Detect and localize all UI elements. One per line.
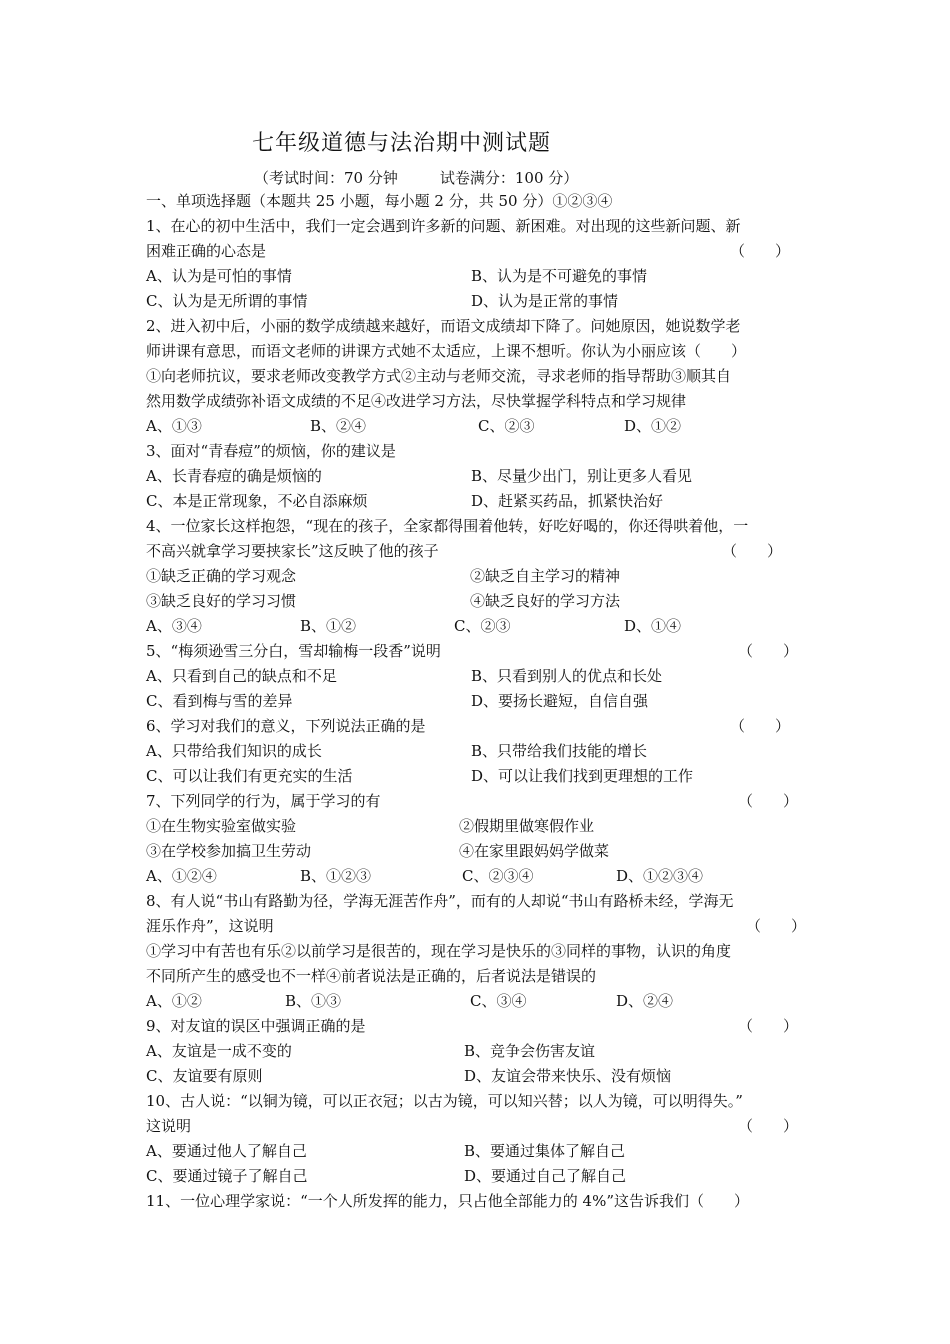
question-5-option-b: B、只看到别人的优点和长处 <box>471 667 663 685</box>
question-9-option-a: A、友谊是一成不变的 <box>146 1042 292 1060</box>
answer-bracket: （ ） <box>722 542 783 560</box>
question-6-option-b: B、只带给我们技能的增长 <box>471 742 648 760</box>
question-5-option-d: D、要扬长避短，自信自强 <box>471 692 649 710</box>
question-7-option-c: C、②③④ <box>462 867 534 885</box>
question-10-line-2: 这说明 <box>146 1117 192 1135</box>
question-10-option-d: D、要通过自己了解自己 <box>464 1167 627 1185</box>
question-8-line-3: ①学习中有苦也有乐②以前学习是很苦的，现在学习是快乐的③同样的事物，认识的角度 <box>146 942 732 960</box>
question-11-line-1: 11、一位心理学家说：“一个人所发挥的能力，只占他全部能力的 4%”这告诉我们（ ） <box>146 1192 749 1210</box>
question-8-line-1: 8、有人说“书山有路勤为径，学海无涯苦作舟”，而有的人却说“书山有路桥未经，学海无 <box>146 892 734 910</box>
question-7-line-1: 7、下列同学的行为，属于学习的有 <box>146 792 381 810</box>
question-3-option-b: B、尽量少出门，别让更多人看见 <box>471 467 693 485</box>
question-8-option-d: D、②④ <box>616 992 674 1010</box>
answer-bracket: （ ） <box>746 917 807 935</box>
question-7-statement-4: ④在家里跟妈妈学做菜 <box>459 842 610 860</box>
question-2-line-2: 师讲课有意思，而语文老师的讲课方式她不太适应，上课不想听。你认为小丽应该（ ） <box>146 342 747 360</box>
question-6-line-1: 6、学习对我们的意义，下列说法正确的是 <box>146 717 426 735</box>
question-3-option-c: C、本是正常现象，不必自添麻烦 <box>146 492 368 510</box>
question-8-option-b: B、①③ <box>285 992 342 1010</box>
question-8-line-2: 涯乐作舟”，这说明 <box>146 917 274 935</box>
question-3-option-a: A、长青春痘的确是烦恼的 <box>146 467 322 485</box>
question-6-option-c: C、可以让我们有更充实的生活 <box>146 767 353 785</box>
question-8-option-a: A、①② <box>146 992 202 1010</box>
question-5-line-1: 5、“梅须逊雪三分白，雪却输梅一段香”说明 <box>146 642 441 660</box>
question-1-line-1: 1、在心的初中生活中，我们一定会遇到许多新的问题、新困难。对出现的这些新问题、新 <box>146 217 741 235</box>
question-4-option-b: B、①② <box>300 617 357 635</box>
answer-bracket: （ ） <box>730 717 791 735</box>
question-5-option-a: A、只看到自己的缺点和不足 <box>146 667 337 685</box>
question-1-line-2: 困难正确的心态是 <box>146 242 267 260</box>
exam-time: （考试时间：70 分钟 <box>254 169 398 187</box>
question-1-option-c: C、认为是无所谓的事情 <box>146 292 308 310</box>
question-2-option-c: C、②③ <box>478 417 535 435</box>
question-5-option-c: C、看到梅与雪的差异 <box>146 692 293 710</box>
question-1-option-a: A、认为是可怕的事情 <box>146 267 292 285</box>
question-3-option-d: D、赶紧买药品，抓紧快治好 <box>471 492 664 510</box>
question-7-statement-3: ③在学校参加搞卫生劳动 <box>146 842 312 860</box>
question-6-option-a: A、只带给我们知识的成长 <box>146 742 322 760</box>
question-6-option-d: D、可以让我们找到更理想的工作 <box>471 767 694 785</box>
question-4-statement-2: ②缺乏自主学习的精神 <box>470 567 621 585</box>
answer-bracket: （ ） <box>730 242 791 260</box>
answer-bracket: （ ） <box>738 792 799 810</box>
question-4-option-d: D、①④ <box>624 617 682 635</box>
question-4-statement-1: ①缺乏正确的学习观念 <box>146 567 297 585</box>
question-7-statement-2: ②假期里做寒假作业 <box>459 817 595 835</box>
question-2-option-a: A、①③ <box>146 417 202 435</box>
question-10-option-b: B、要通过集体了解自己 <box>464 1142 626 1160</box>
question-2-option-b: B、②④ <box>310 417 367 435</box>
question-7-option-d: D、①②③④ <box>616 867 704 885</box>
page-title: 七年级道德与法治期中测试题 <box>252 131 552 156</box>
question-4-line-2: 不高兴就拿学习要挟家长”这反映了他的孩子 <box>146 542 439 560</box>
question-9-option-d: D、友谊会带来快乐、没有烦恼 <box>464 1067 672 1085</box>
question-10-line-1: 10、古人说：“以铜为镜，可以正衣冠；以古为镜，可以知兴替；以人为镜，可以明得失。” <box>146 1092 743 1110</box>
question-2-line-1: 2、进入初中后，小丽的数学成绩越来越好，而语文成绩却下降了。问她原因，她说数学老 <box>146 317 741 335</box>
question-7-option-b: B、①②③ <box>300 867 372 885</box>
answer-bracket: （ ） <box>738 642 799 660</box>
question-4-statement-4: ④缺乏良好的学习方法 <box>470 592 621 610</box>
question-9-option-c: C、友谊要有原则 <box>146 1067 263 1085</box>
question-2-option-d: D、①② <box>624 417 682 435</box>
question-10-option-a: A、要通过他人了解自己 <box>146 1142 307 1160</box>
answer-bracket: （ ） <box>738 1117 799 1135</box>
question-7-option-a: A、①②④ <box>146 867 217 885</box>
question-10-option-c: C、要通过镜子了解自己 <box>146 1167 308 1185</box>
question-4-option-a: A、③④ <box>146 617 202 635</box>
answer-bracket: （ ） <box>738 1017 799 1035</box>
question-2-line-3: ①向老师抗议，要求老师改变教学方式②主动与老师交流，寻求老师的指导帮助③顺其自 <box>146 367 732 385</box>
question-4-option-c: C、②③ <box>454 617 511 635</box>
section-header: 一、单项选择题（本题共 25 小题，每小题 2 分，共 50 分）①②③④ <box>146 192 613 210</box>
exam-info <box>254 167 578 188</box>
question-4-statement-3: ③缺乏良好的学习习惯 <box>146 592 297 610</box>
question-9-line-1: 9、对友谊的误区中强调正确的是 <box>146 1017 366 1035</box>
question-9-option-b: B、竞争会伤害友谊 <box>464 1042 596 1060</box>
question-1-option-b: B、认为是不可避免的事情 <box>471 267 648 285</box>
question-8-line-4: 不同所产生的感受也不一样④前者说法是正确的，后者说法是错误的 <box>146 967 597 985</box>
question-1-option-d: D、认为是正常的事情 <box>471 292 619 310</box>
question-2-line-4: 然用数学成绩弥补语文成绩的不足④改进学习方法，尽快掌握学科特点和学习规律 <box>146 392 687 410</box>
exam-score: 试卷满分：100 分） <box>439 169 579 187</box>
question-8-option-c: C、③④ <box>470 992 527 1010</box>
question-3-line-1: 3、面对“青春痘”的烦恼，你的建议是 <box>146 442 396 460</box>
question-4-line-1: 4、一位家长这样抱怨，“现在的孩子，全家都得围着他转，好吃好喝的，你还得哄着他，一 <box>146 517 749 535</box>
question-7-statement-1: ①在生物实验室做实验 <box>146 817 297 835</box>
